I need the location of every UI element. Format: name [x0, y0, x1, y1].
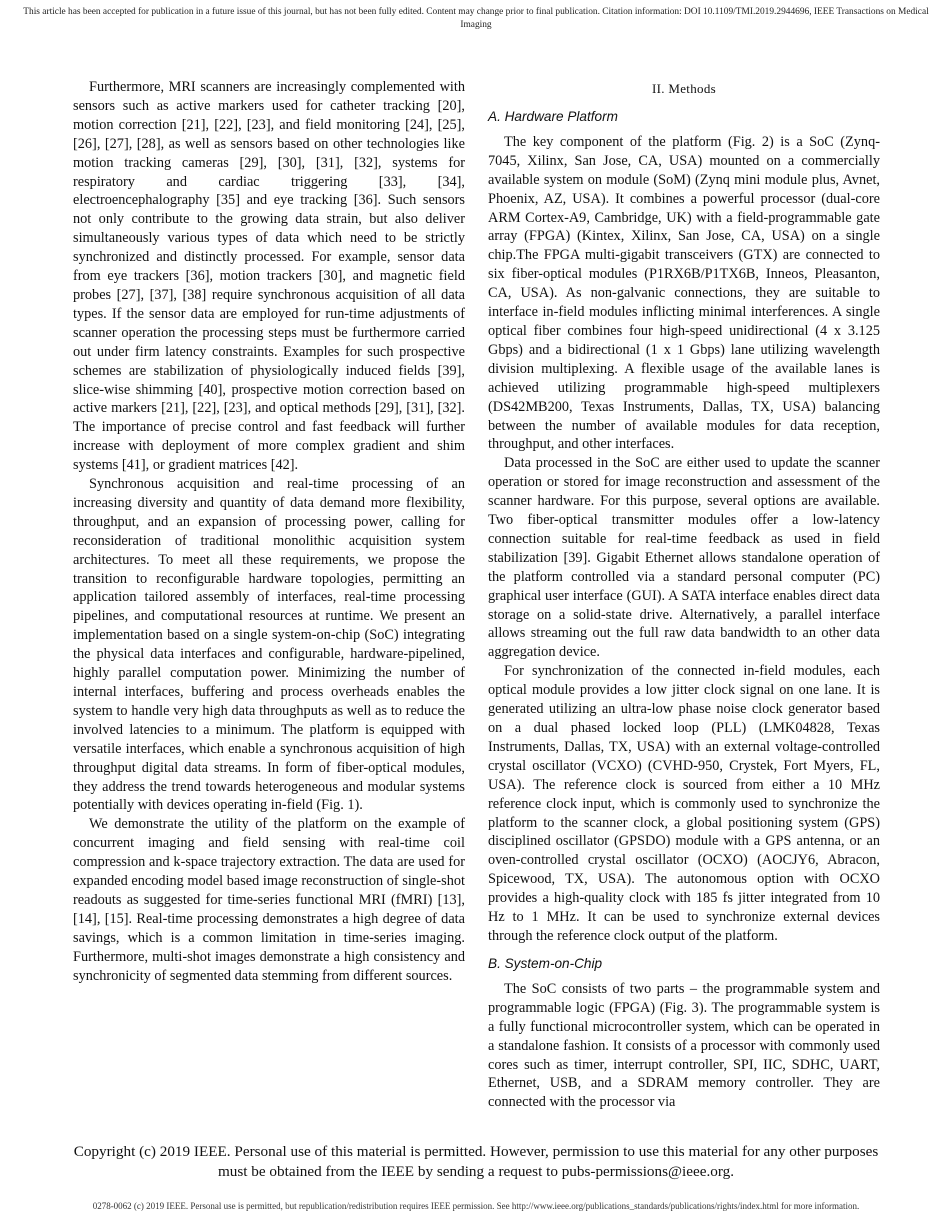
- body-paragraph: The key component of the platform (Fig. 2) is a SoC (Zynq-7045, Xilinx, San Jose, CA, USA) mounted on a commercially available system on module (SoM) (Zynq mini module plus, Avnet, Phoenix, AZ, USA). It combines a powerful processor (dual-core ARM Cortex-A9, Cambridge, UK) with a field-programmable gate array (FPGA) (Kintex, Xilinx, San Jose, CA, USA) on a single chip.The FPGA multi-gigabit transceivers (GTX) are connected to six fiber-optical modules (P1RX6B/P1TX6B, Inneos, Pleasanton, CA, USA). As non-galvanic connections, they are suitable to interface in-field modules inflicting minimal interferences. A single optical fiber combines four high-speed unidirectional (4 x 3.125 Gbps) and a bidirectional (1 x 1 Gbps) lane utilizing wavelength division multiplexing. A flexible usage of the available lanes is achieved utilizing programmable high-speed multiplexers (DS42MB200, Texas Instruments, Dallas, TX, USA) balancing between the number of available modules for data reception, throughput, and other interfaces.: [488, 133, 880, 453]
- page-footer: 0278-0062 (c) 2019 IEEE. Personal use is permitted, but republication/redistribution requires IEEE permission. See http://www.ieee.org/publications_standards/publications/rights/index.html for more information.: [92, 1201, 860, 1211]
- left-column: [73, 78, 465, 986]
- right-column: [488, 78, 880, 1112]
- subsection-heading: A. Hardware Platform: [488, 108, 618, 124]
- body-paragraph: For synchronization of the connected in-field modules, each optical module provides a low jitter clock signal on one lane. It is generated utilizing an ultra-low phase noise clock generator based on a dual phased locked loop (PLL) (LMK04828, Texas Instruments, Dallas, TX, USA) with an external voltage-controlled crystal oscillator (VCXO) (CVHD-950, Crystek, Fort Myers, FL, USA). The reference clock is sourced from either a 10 MHz reference clock input, which is commonly used to synchronize the platform to the scanner clock, a global positioning system (GPS) disciplined oscillator (GPSDO) module with a GPS antenna, or an oven-controlled crystal oscillator (OCXO) (AOCJY6, Abracon, Spicewood, TX, USA). The autonomous option with OCXO provides a high-quality clock with 185 fs jitter integrated from 10 Hz to 1 MHz. It can be used to synchronize external devices through the reference clock output of the platform.: [488, 663, 880, 944]
- journal-header-note: This article has been accepted for publication in a future issue of this journal, but has not been fully edited. Content may change prior to final publication. Citation information: DOI 10.1109/TMI.2019.2944696, IEEE Transactions on Medical Imaging: [23, 7, 929, 30]
- copyright-notice: Copyright (c) 2019 IEEE. Personal use of this material is permitted. However, permission to use this material for any other purposes must be obtained from the IEEE by sending a request to pubs-permissions@ieee.org.: [73, 1143, 879, 1180]
- body-paragraph: Furthermore, MRI scanners are increasingly complemented with sensors such as active markers used for catheter tracking [20], motion correction [21], [22], [23], and field monitoring [24], [25], [26], [27], [28], as well as sensors based on other technologies like motion tracking cameras [29], [30], [31], [32], systems for respiratory and cardiac triggering [33], [34], electroencephalography [35] and eye tracking [36]. Such sensors not only contribute to the growing data strain, but also deliver simultaneously various types of data which need to be strictly synchronized and distinctly processed. For example, sensor data from eye trackers [36], motion trackers [30], and magnetic field probes [27], [37], [38] require synchronous acquisition of all data types. If the sensor data are employed for run-time adjustments of scanner operation the processing steps must be furthermore carried out under firm latency constraints. Examples for such prospective schemes are stabilization of physiologically induced fields [39], slice-wise shimming [40], prospective motion correction based on active markers [21], [22], [23], and optical methods [29], [31], [32]. The importance of precise control and fast feedback will further increase with deployment of more complex gradient and shim systems [41], or gradient matrices [42].: [73, 79, 465, 474]
- body-paragraph: The SoC consists of two parts – the programmable system and programmable logic (FPGA) (Fig. 3). The programmable system is a fully functional microcontroller system, which can be operated in a standalone fashion. It consists of a processor with commonly used cores such as timer, interrupt controller, SPI, IIC, SDHC, UART, Ethernet, USB, and a SDRAM memory controller. They are connected with the processor via: [488, 980, 880, 1111]
- subsection-heading: B. System-on-Chip: [488, 955, 603, 971]
- body-paragraph: Data processed in the SoC are either used to update the scanner operation or stored for image reconstruction and assessment of the scanner hardware. For this purpose, several options are available. Two fiber-optical transmitter modules offer a low-latency connection suitable for real-time feedback as used in field stabilization [39]. Gigabit Ethernet allows standalone operation of the platform controlled via a standard personal computer (PC) graphical user interface (GUI). A SATA interface enables direct data storage on a solid-state drive. Alternatively, a parallel interface allows streaming out the full raw data bandwidth to an other data aggregation device.: [488, 455, 880, 661]
- body-paragraph: Synchronous acquisition and real-time processing of an increasing diversity and quantity of data demand more flexibility, throughput, and an expansion of processing power, calling for reconsideration of traditional monolithic acquisition system architectures. To meet all these requirements, we propose the transition to reconfigurable hardware topologies, permitting an application tailored assembly of interfaces, real-time processing pipelines, and computational resources at runtime. We present an implementation based on a single system-on-chip (SoC) integrating the physical data interfaces and configurable, hardware-pipelined, highly parallel computation power. Minimizing the number of internal interfaces, buffering and process overheads enables the system to handle very high data throughputs as well as to reduce the involved latencies to a minimum. The platform is equipped with versatile interfaces, which enable a synchronous acquisition of high throughput digital data streams. In form of fiber-optical modules, they address the trend towards heterogeneous and modular systems potentially with devices operating in-field (Fig. 1).: [73, 476, 465, 814]
- section-heading: II. Methods: [652, 81, 716, 96]
- body-paragraph: We demonstrate the utility of the platform on the example of concurrent imaging and field sensing with real-time coil compression and k-space trajectory extraction. The data are used for expanded encoding model based image reconstruction of single-shot readouts as suggested for time-series functional MRI (fMRI) [13], [14], [15]. Real-time processing demonstrates a high degree of data savings, which is a common limitation in time-series imaging. Furthermore, multi-shot images demonstrate a high consistency and synchronicity of segmented data stemming from different sources.: [73, 816, 465, 984]
